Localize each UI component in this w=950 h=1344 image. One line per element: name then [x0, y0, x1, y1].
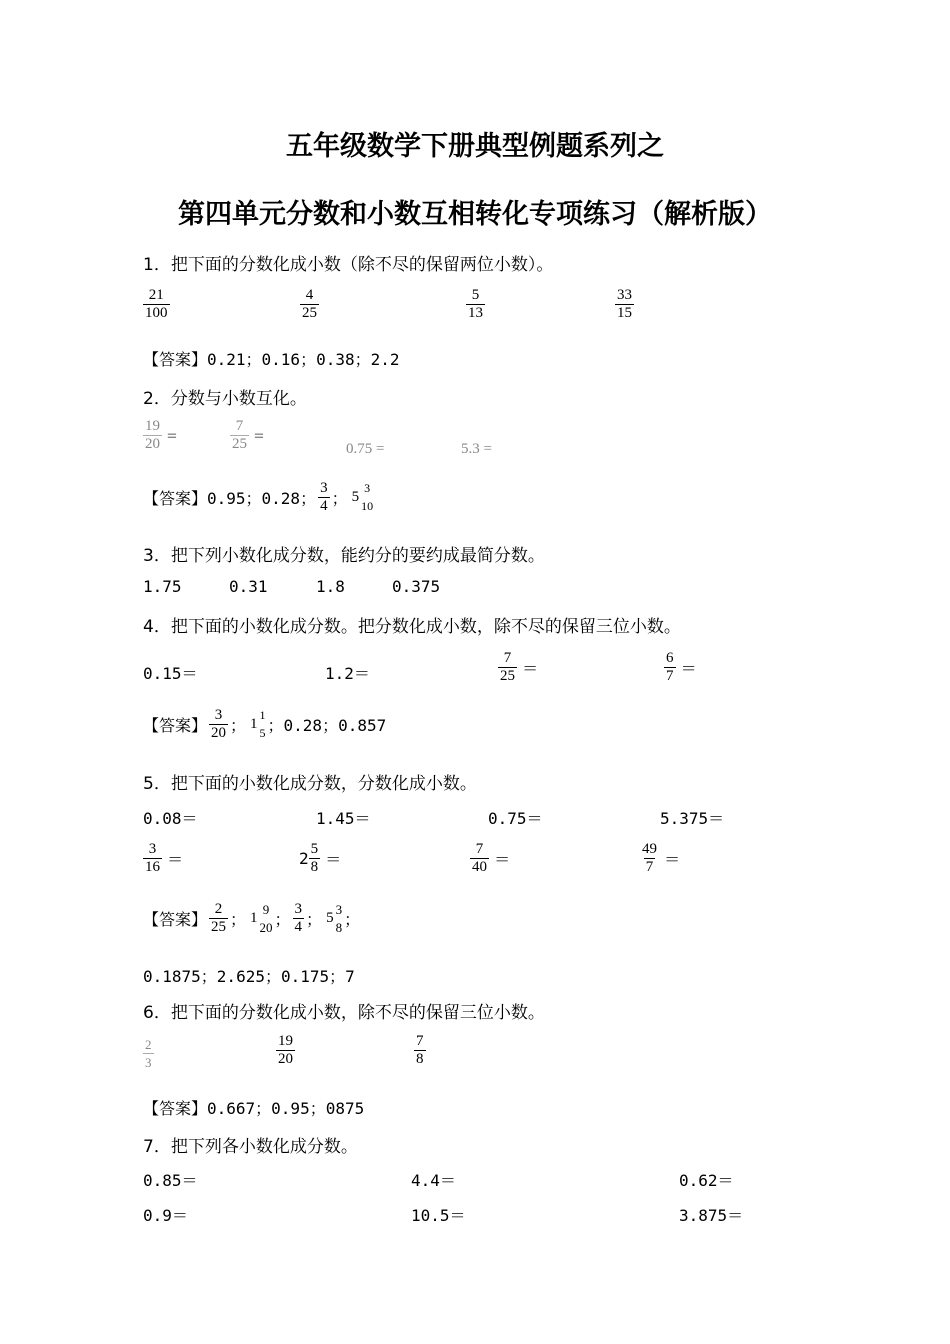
q6-frac-3: $\frac{7}{8}$ — [416, 1033, 424, 1067]
q4-text: 4．把下面的小数化成分数。把分数化成小数，除不尽的保留三位小数。 — [143, 617, 681, 637]
q5-frac-3: $\frac{7}{40}$ ＝ — [472, 841, 511, 875]
q7-row1-item-3: 0.62＝ — [679, 1171, 734, 1190]
q3-value-3: 1.8 — [316, 577, 345, 596]
q3-value-4: 0.375 — [392, 577, 441, 596]
q7-row1-item-2: 4.4＝ — [411, 1171, 456, 1190]
q4-answer: 【答案】 $\frac{3}{20}$ ； 1 1 5 ；0.28；0.857 — [143, 707, 387, 741]
q2-text: 2．分数与小数互化。 — [143, 389, 307, 409]
q7-row1-item-1: 0.85＝ — [143, 1171, 198, 1190]
q1-frac-1: $\frac{21}{100}$ — [145, 287, 168, 321]
q1-frac-4: $\frac{33}{15}$ — [617, 287, 632, 321]
q2-decimal-1: 0.75 = — [346, 441, 385, 457]
q6-text: 6．把下面的分数化成小数，除不尽的保留三位小数。 — [143, 1003, 545, 1023]
q2-item-2: $\frac{7}{25}$ = — [232, 418, 264, 452]
q4-decimal-1: 0.15＝ — [143, 664, 198, 683]
q6-frac-1: $\frac{2}{3}$ — [145, 1037, 152, 1070]
q5-decimal-3: 0.75＝ — [488, 809, 543, 828]
doc-title-line2: 第四单元分数和小数互相转化专项练习（解析版） — [178, 199, 772, 230]
q5-decimal-2: 1.45＝ — [316, 809, 371, 828]
doc-title-line1: 五年级数学下册典型例题系列之 — [286, 131, 664, 162]
q1-text: 1．把下面的分数化成小数（除不尽的保留两位小数）。 — [143, 255, 554, 275]
q1-answer: 【答案】0.21；0.16；0.38；2.2 — [143, 350, 400, 369]
q5-answer: 【答案】 $\frac{2}{25}$ ； 1 9 20 ； $\frac{3}{4}$ ； 5 3 8 ； — [143, 901, 361, 935]
q5-frac-4: $\frac{49}{7}$ ＝ — [642, 841, 681, 875]
q6-frac-2: $\frac{19}{20}$ — [278, 1033, 293, 1067]
q2-decimal-2: 5.3 = — [461, 441, 492, 457]
q5-mixed-2: 2 $\frac{5}{8}$ ＝ — [299, 841, 342, 875]
q7-text: 7．把下列各小数化成分数。 — [143, 1137, 358, 1157]
q7-row2-item-2: 10.5＝ — [411, 1206, 466, 1225]
q7-row2-item-1: 0.9＝ — [143, 1206, 188, 1225]
q3-text: 3．把下列小数化成分数，能约分的要约成最简分数。 — [143, 546, 545, 566]
q7-row2-item-3: 3.875＝ — [679, 1206, 744, 1225]
q3-value-1: 1.75 — [143, 577, 182, 596]
q3-value-2: 0.31 — [229, 577, 268, 596]
q5-decimal-1: 0.08＝ — [143, 809, 198, 828]
q2-answer: 【答案】0.95；0.28； $\frac{3}{4}$ ； 5 3 10 — [143, 480, 374, 514]
q4-decimal-2: 1.2＝ — [325, 664, 370, 683]
q5-text: 5．把下面的小数化成分数，分数化成小数。 — [143, 774, 477, 794]
q2-item-1: $\frac{19}{20}$ = — [145, 418, 177, 452]
q4-frac-1: $\frac{7}{25}$ ＝ — [500, 650, 539, 684]
q1-frac-2: $\frac{4}{25}$ — [302, 287, 317, 321]
q6-answer: 【答案】0.667；0.95；0875 — [143, 1099, 365, 1118]
q1-frac-3: $\frac{5}{13}$ — [468, 287, 483, 321]
q5-decimal-4: 5.375＝ — [660, 809, 725, 828]
q5-frac-1: $\frac{3}{16}$ ＝ — [145, 841, 184, 875]
q4-frac-2: $\frac{6}{7}$ ＝ — [666, 650, 697, 684]
q5-answer-line2: 0.1875；2.625；0.175；7 — [143, 967, 355, 986]
